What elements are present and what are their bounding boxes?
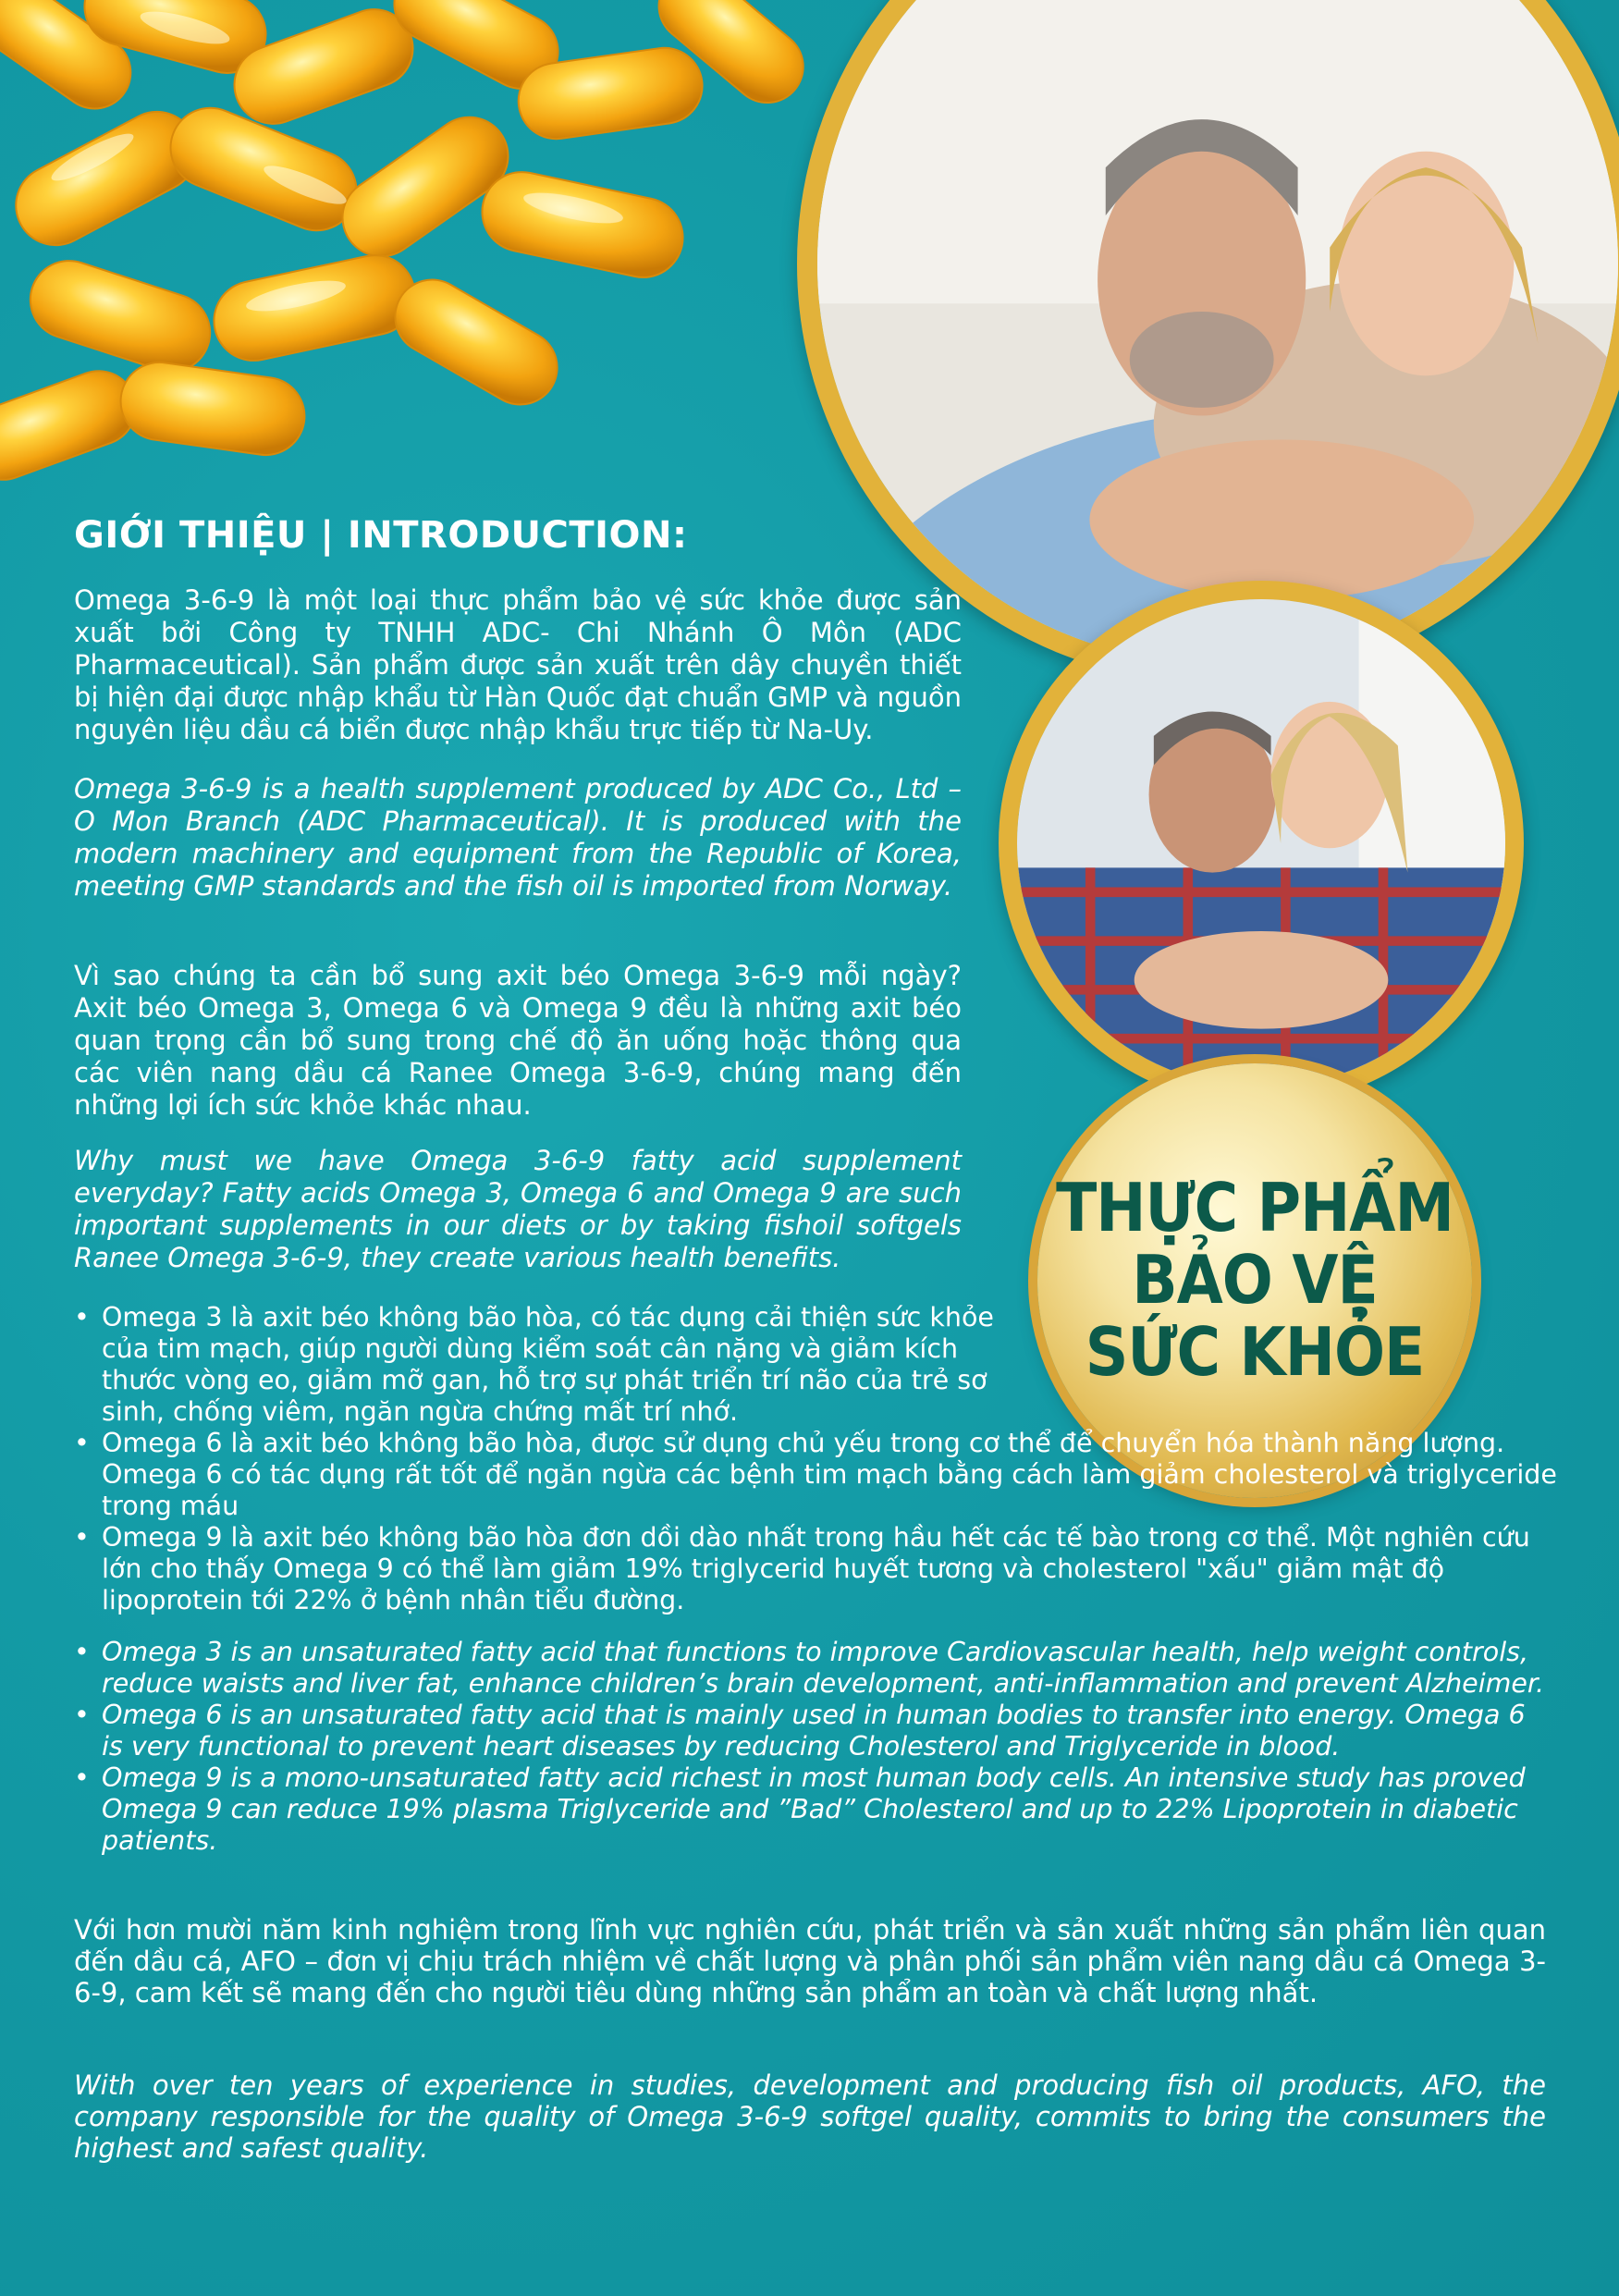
list-item: • Omega 9 là axit béo không bão hòa đơn dồi dào nhất trong hầu hết các tế bào trong cơ thể. Một nghiên cứu lớn cho thấy Omega 9 có thể làm giảm 19% triglycerid huyết tương và cholesterol "xấu" giảm mật độ lipoprotein tới 22% ở bệnh nhân tiểu đường. [74, 1522, 1553, 1616]
couple-photo-small [999, 581, 1524, 1106]
intro-en-paragraph: Omega 3-6-9 is a health supplement produced by ADC Co., Ltd – O Mon Branch (ADC Pharmaceutical). It is produced with the modern machinery and equipment from the Republic of Korea, meeting GMP standards and the fish oil is imported from Norway. [74, 773, 962, 902]
why-vi-paragraph: Vì sao chúng ta cần bổ sung axit béo Omega 3-6-9 mỗi ngày? Axit béo Omega 3, Omega 6 và Omega 9 đều là những axit béo quan trọng cần bổ sung trong chế độ ăn uống hoặc thông qua các viên nang dầu cá Ranee Omega 3-6-9, chúng mang đến những lợi ích sức khỏe khác nhau. [74, 960, 962, 1121]
benefits-vi-list [74, 1302, 1557, 1616]
why-en-paragraph: Why must we have Omega 3-6-9 fatty acid supplement everyday? Fatty acids Omega 3, Omega 6 and Omega 9 are such important supplements in our diets or by taking fishoil softgels Ranee Omega 3-6-9, they create various health benefits. [74, 1145, 962, 1273]
page-title: GIỚI THIỆU | INTRODUCTION: [74, 514, 688, 557]
list-item: • Omega 3 is an unsaturated fatty acid that functions to improve Cardiovascular health, help weight controls, reduce waists and liver fat, enhance children’s brain development, anti-inflammation and prevent Alzheimer. [74, 1637, 1553, 1700]
list-item: • Omega 6 là axit béo không bão hòa, được sử dụng chủ yếu trong cơ thể để chuyển hóa thành năng lượng. Omega 6 có tác dụng rất tốt để ngăn ngừa các bệnh tim mạch bằng cách làm giảm cholesterol và triglyceride trong máu [74, 1428, 1563, 1522]
list-item: • Omega 3 là axit béo không bão hòa, có tác dụng cải thiện sức khỏe của tim mạch, giúp người dùng kiểm soát cân nặng và giảm kích thước vòng eo, giảm mỡ gan, hỗ trợ sự phát triển trí não của trẻ sơ sinh, chống viêm, ngăn ngừa chứng mất trí nhớ. [74, 1302, 1026, 1428]
badge-line-1: THỰC PHẨM [1056, 1169, 1453, 1247]
intro-vi-paragraph: Omega 3-6-9 là một loại thực phẩm bảo vệ sức khỏe được sản xuất bởi Công ty TNHH ADC- Chi Nhánh Ô Môn (ADC Pharmaceutical). Sản phẩm được sản xuất trên dây chuyền thiết bị hiện đại được nhập khẩu từ Hàn Quốc đạt chuẩn GMP và nguồn nguyên liệu dầu cá biển được nhập khẩu trực tiếp từ Na-Uy. [74, 584, 962, 745]
softgel-capsules-image [0, 0, 888, 481]
closing-vi-paragraph: Với hơn mười năm kinh nghiệm trong lĩnh vực nghiên cứu, phát triển và sản xuất những sản phẩm liên quan đến dầu cá, AFO – đơn vị chịu trách nhiệm về chất lượng và phân phối sản phẩm viên nang dầu cá Omega 3-6-9, cam kết sẽ mang đến cho người tiêu dùng những sản phẩm an toàn và chất lượng nhất. [74, 1914, 1546, 2008]
list-item: • Omega 6 is an unsaturated fatty acid that is mainly used in human bodies to transfer into energy. Omega 6 is very functional to prevent heart diseases by reducing Cholesterol and Triglyceride in blood. [74, 1700, 1553, 1762]
closing-en-paragraph: With over ten years of experience in studies, development and producing fish oil products, AFO, the company responsible for the quality of Omega 3-6-9 softgel quality, commits to bring the consumers the highest and safest quality. [74, 2069, 1546, 2164]
list-item: • Omega 9 is a mono-unsaturated fatty acid richest in most human body cells. An intensive study has proved Omega 9 can reduce 19% plasma Triglyceride and ”Bad” Cholesterol and up to 22% Lipoprotein in diabetic patients. [74, 1762, 1553, 1857]
badge-line-2: BẢO VỆ [1132, 1241, 1378, 1320]
benefits-en-list [74, 1637, 1553, 1857]
badge-line-3: SỨC KHỎE [1085, 1312, 1425, 1391]
